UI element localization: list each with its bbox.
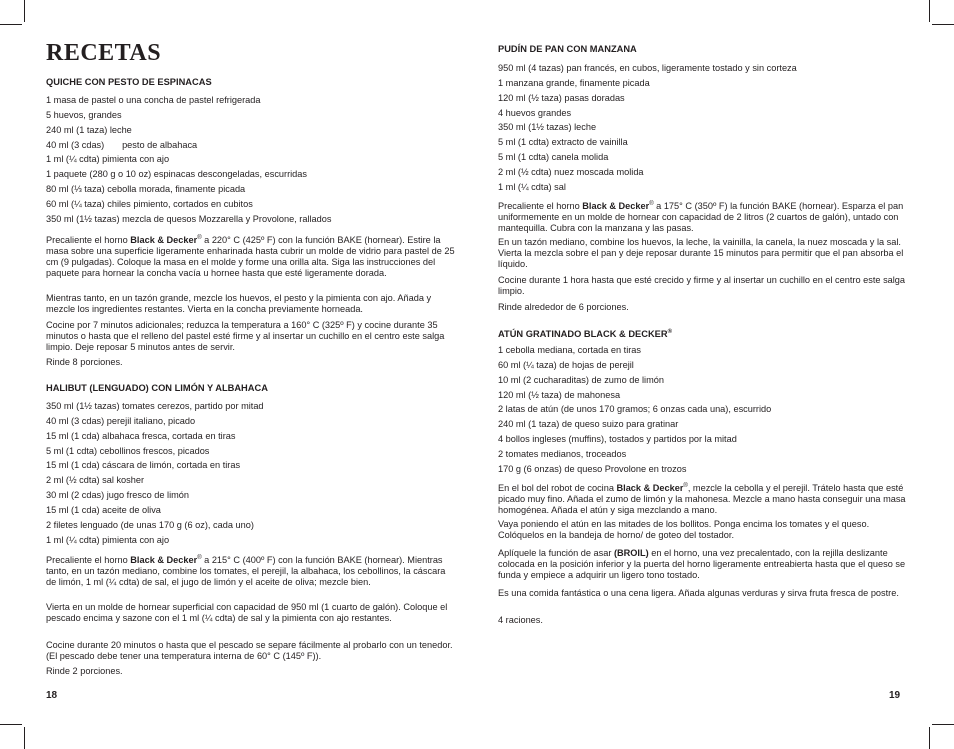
ingredient-list-pudin — [498, 61, 797, 195]
ingredient-item: 5 ml (1 cdta) canela molida — [498, 152, 609, 163]
ingredient-list-halibut — [46, 399, 264, 547]
ingredient-item: 350 ml (1½ tazas) mezcla de quesos Mozzarella y Provolone, rallados — [46, 213, 332, 224]
page-number-right: 19 — [889, 690, 901, 701]
ingredient-item: 60 ml (¼ taza) de hojas de perejil — [498, 359, 634, 370]
ingredient-item: 5 ml (1 cdta) cebollinos frescos, picados — [46, 445, 210, 456]
ingredient-item: 1 ml (¼ cdta) pimienta con ajo — [46, 534, 170, 545]
page-number-left: 18 — [46, 690, 58, 701]
instruction-paragraph: Mientras tanto, en un tazón grande, mezcle los huevos, el pesto y la pimienta con ajo. Añada y mezcle los ingredientes restantes. Vierta en la concha previamente horneada. — [46, 293, 432, 314]
ingredient-item: 240 ml (1 taza) leche — [46, 124, 132, 135]
ingredient-item: 4 huevos grandes — [498, 107, 572, 118]
ingredient-item: 120 ml (½ taza) pasas doradas — [498, 92, 625, 103]
ingredient-item: 1 masa de pastel o una concha de pastel refrigerada — [46, 95, 261, 105]
instruction-paragraph: En un tazón mediano, combine los huevos, la leche, la vainilla, la canela, la nuez moscada y la sal. Vierta la mezcla sobre el pan y deje reposar durante 15 minutos para permitir que el pan absorba el líquido. — [498, 237, 904, 269]
crop-mark-bl-h — [0, 724, 22, 725]
instruction-paragraph: Es una comida fantástica o una cena ligera. Añada algunas verduras y sirva fruta fresca de postre. — [498, 588, 899, 598]
servings-text: Rinde alrededor de 6 porciones. — [498, 302, 629, 312]
ingredient-item: 240 ml (1 taza) de queso suizo para gratinar — [498, 419, 679, 430]
crop-mark-tl-h — [0, 24, 22, 25]
crop-mark-br-v — [929, 727, 930, 749]
ingredient-item: 1 manzana grande, finamente picada — [498, 77, 650, 88]
ingredient-item: 1 paquete (280 g o 10 oz) espinacas descongeladas, escurridas — [46, 169, 307, 180]
recipe-heading-quiche: QUICHE CON PESTO DE ESPINACAS — [46, 77, 212, 87]
crop-mark-tr-h — [932, 24, 954, 25]
ingredient-list-quiche — [46, 93, 331, 227]
ingredient-item: 30 ml (2 cdas) jugo fresco de limón — [46, 490, 189, 501]
instruction-paragraph: Precaliente el horno Black & Decker® a 220° C (425º F) con la función BAKE (hornear). Estire la masa sobre una superficie ligeramente enharinada hasta cubrir un molde de vidrio para pastel de 25 cm (9 pulgadas). Coloque la masa en el molde y forme una orilla alta. Siga las instrucciones del paquete para hornear la concha vacía u hornee hasta que esté ligeramente dorada. — [46, 235, 455, 279]
servings-text: 4 raciones. — [498, 615, 543, 625]
crop-mark-tr-v — [929, 0, 930, 22]
ingredient-list-atun — [498, 343, 771, 477]
brand-name: Black & Decker — [616, 483, 684, 494]
ingredient-item: 4 bollos ingleses (muffins), tostados y partidos por la mitad — [498, 434, 737, 445]
instruction-paragraph: Precaliente el horno Black & Decker® a 175° C (350º F) la función BAKE (hornear). Esparza el pan uniformemente en un molde de hornear con capacidad de 2 litros (2 cuartos de galón), untado con mantequilla. Cubra con la manzana y las pasas. — [498, 201, 904, 234]
ingredient-item: 40 ml (3 cdas) pesto de albahaca — [46, 139, 198, 150]
crop-mark-bl-v — [24, 727, 25, 749]
recipe-heading-atun: ATÚN GRATINADO BLACK & DECKER® — [498, 329, 672, 340]
crop-mark-br-h — [932, 724, 954, 725]
ingredient-item: 2 ml (½ cdta) sal kosher — [46, 475, 145, 486]
page-title: RECETAS — [46, 40, 162, 66]
ingredient-item: 350 ml (1½ tazas) leche — [498, 122, 597, 133]
ingredient-item: 2 latas de atún (de unos 170 gramos; 6 onzas cada una), escurrido — [498, 404, 772, 415]
recipe-heading-pudin: PUDÍN DE PAN CON MANZANA — [498, 44, 637, 54]
brand-name: Black & Decker — [130, 235, 198, 246]
instruction-paragraph: Cocine durante 1 hora hasta que esté crecido y firme y al insertar un cuchillo en el centro este salga limpio. — [498, 275, 906, 296]
ingredient-item: 2 ml (½ cdta) nuez moscada molida — [498, 166, 644, 177]
servings-text: Rinde 2 porciones. — [46, 666, 123, 676]
ingredient-item: 120 ml (½ taza) de mahonesa — [498, 389, 621, 400]
recipe-heading-halibut: HALIBUT (LENGUADO) CON LIMÓN Y ALBAHACA — [46, 383, 268, 393]
ingredient-item: 170 g (6 onzas) de queso Provolone en trozos — [498, 463, 687, 474]
ingredient-item: 5 ml (1 cdta) extracto de vainilla — [498, 137, 628, 148]
ingredient-item: 2 tomates medianos, troceados — [498, 448, 627, 459]
ingredient-item: 40 ml (3 cdas) perejil italiano, picado — [46, 415, 196, 426]
servings-text: Rinde 8 porciones. — [46, 357, 123, 367]
instruction-paragraph: Vaya poniendo el atún en las mitades de los bollitos. Ponga encima los tomates y el queso. Colóquelos en la bandeja de horno/ de goteo del tostador. — [498, 519, 870, 540]
instruction-paragraph: En el bol del robot de cocina Black & Decker®, mezcle la cebolla y el perejil. Trátelo hasta que esté picado muy fino. Añada el zumo de limón y la mahonesa. Mezcle a mano hasta conseguir una masa homogénea. Añada el atún y siga mezclando a mano. — [498, 483, 906, 516]
ingredient-item: 350 ml (1½ tazas) tomates cerezos, partido por mitad — [46, 401, 264, 411]
ingredient-item: 60 ml (¼ taza) chiles pimiento, cortados en cubitos — [46, 198, 253, 209]
ingredient-item: 1 ml (¼ cdta) pimienta con ajo — [46, 154, 170, 165]
ingredient-item: 80 ml (⅓ taza) cebolla morada, finamente picada — [46, 184, 246, 195]
crop-mark-tl-v — [24, 0, 25, 22]
brand-name: Black & Decker — [130, 555, 198, 566]
ingredient-item: 2 filetes lenguado (de unas 170 g (6 oz), cada uno) — [46, 519, 254, 530]
instruction-paragraph: Cocine durante 20 minutos o hasta que el pescado se separe fácilmente al probarlo con un tenedor. (El pescado debe tener una temperatura interna de 60° C (145º F)). — [46, 640, 453, 661]
instruction-paragraph: Cocine por 7 minutos adicionales; reduzca la temperatura a 160° C (325º F) y cocine durante 35 minutos o hasta que el relleno del pastel esté firme y al insertar un cuchillo en el centro este salga limpio. Deje reposar 5 minutos antes de servir. — [46, 320, 445, 352]
ingredient-item: 950 ml (4 tazas) pan francés, en cubos, ligeramente tostado y sin corteza — [498, 63, 797, 73]
instruction-paragraph: Precaliente el horno Black & Decker® a 215° C (400º F) con la función BAKE (hornear). Mientras tanto, en un tazón mediano, combine los tomates, el perejil, la albahaca, los cebollinos, la cáscara de limón, 1 ml (¼ cdta) de sal, el jugo de limón y el aceite de oliva; mezcle bien. — [46, 555, 446, 588]
instruction-paragraph: Aplíquele la función de asar (BROIL) en el horno, una vez precalentado, con la rejilla deslizante colocada en la posición inferior y la puerta del horno ligeramente entreabierta hasta que el queso se funda y empiece a adquirir un ligero tono tostado. — [498, 548, 906, 580]
ingredient-item: 10 ml (2 cucharaditas) de zumo de limón — [498, 374, 664, 385]
ingredient-item: 15 ml (1 cda) albahaca fresca, cortada en tiras — [46, 430, 236, 441]
ingredient-item: 1 ml (¼ cdta) sal — [498, 181, 566, 192]
instruction-paragraph: Vierta en un molde de hornear superficial con capacidad de 950 ml (1 cuarto de galón). Coloque el pescado encima y sazone con el 1 ml (¼ cdta) de sal y la pimienta con ajo restantes. — [46, 602, 448, 623]
ingredient-item: 5 huevos, grandes — [46, 109, 122, 120]
ingredient-item: 15 ml (1 cda) cáscara de limón, cortada en tiras — [46, 460, 241, 471]
brand-name: Black & Decker — [582, 201, 650, 212]
ingredient-item: 1 cebolla mediana, cortada en tiras — [498, 345, 642, 355]
ingredient-item: 15 ml (1 cda) aceite de oliva — [46, 504, 161, 515]
